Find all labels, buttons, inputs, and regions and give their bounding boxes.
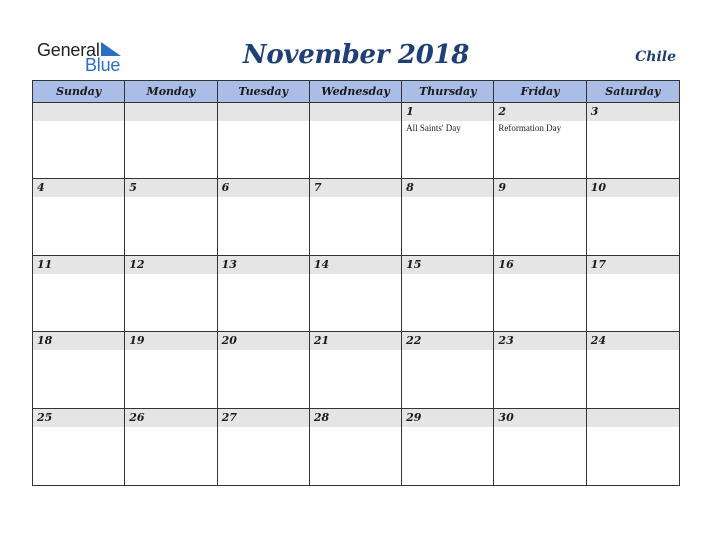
day-cell [125, 332, 217, 408]
weekday-header-tuesday: Tuesday [218, 81, 310, 103]
day-number: 4 [37, 181, 45, 195]
day-cell-header-band [402, 103, 493, 121]
day-number: 10 [590, 181, 607, 195]
weekday-header-saturday: Saturday [587, 81, 679, 103]
day-cell [218, 103, 310, 179]
day-cell [218, 179, 310, 255]
day-cell-header-band [494, 103, 585, 121]
day-cell-header-band [125, 103, 216, 121]
day-cell [33, 179, 125, 255]
day-cell [125, 256, 217, 332]
day-cell [587, 409, 679, 485]
day-number: 26 [129, 410, 145, 424]
day-number: 11 [37, 257, 53, 271]
day-number: 22 [406, 334, 422, 348]
weekday-header-monday: Monday [125, 81, 217, 103]
weekday-header-friday: Friday [494, 81, 586, 103]
day-number: 5 [129, 181, 137, 195]
day-cell [310, 179, 402, 255]
day-cell [218, 409, 310, 485]
day-cell [494, 103, 586, 179]
day-number: 28 [313, 410, 330, 424]
day-cell-header-band [218, 103, 309, 121]
day-cell [402, 256, 494, 332]
logo-word-blue: Blue [85, 55, 121, 75]
day-number: 29 [406, 410, 422, 424]
day-number: 15 [406, 257, 422, 271]
day-cell [33, 256, 125, 332]
day-cell [33, 409, 125, 485]
day-number: 23 [498, 334, 514, 348]
day-cell [310, 103, 402, 179]
generalblue-logo [37, 40, 127, 74]
day-cell [402, 409, 494, 485]
day-number: 1 [406, 105, 414, 118]
day-cell [587, 103, 679, 179]
day-cell [494, 332, 586, 408]
weekday-header-thursday: Thursday [402, 81, 494, 103]
day-number: 25 [37, 410, 53, 424]
logo-word-general: General [37, 40, 100, 60]
day-number: 2 [498, 105, 507, 118]
day-cell-header-band [494, 179, 585, 197]
day-cell [310, 332, 402, 408]
day-cell [125, 103, 217, 179]
day-cell-header-band [33, 179, 124, 197]
calendar-grid [32, 80, 680, 486]
day-cell-header-band [310, 179, 401, 197]
day-cell [33, 332, 125, 408]
day-number: 12 [129, 257, 145, 271]
day-cell [402, 103, 494, 179]
day-cell [587, 256, 679, 332]
calendar-title: November 2018 [242, 40, 470, 70]
day-cell-header-band [125, 179, 216, 197]
day-cell [494, 179, 586, 255]
day-cell [587, 179, 679, 255]
day-number: 16 [498, 257, 514, 271]
day-cell [125, 179, 217, 255]
holiday-label: Reformation Day [498, 123, 562, 133]
day-cell [218, 332, 310, 408]
day-number: 6 [221, 181, 230, 195]
weekday-header-wednesday: Wednesday [310, 81, 402, 103]
day-number: 19 [129, 334, 145, 348]
day-cell-header-band [33, 103, 124, 121]
day-cell-header-band [310, 103, 401, 121]
day-number: 24 [590, 334, 607, 348]
day-cell [310, 409, 402, 485]
day-number: 13 [221, 257, 237, 271]
day-number: 3 [590, 105, 599, 118]
day-number: 9 [498, 181, 507, 195]
day-number: 20 [221, 334, 237, 348]
day-cell [494, 409, 586, 485]
day-cell [587, 332, 679, 408]
day-cell-header-band [587, 409, 679, 427]
day-number: 27 [221, 410, 237, 424]
day-cell [402, 179, 494, 255]
day-cell-header-band [402, 179, 493, 197]
logo-triangle-icon [99, 42, 121, 56]
day-cell-header-band [587, 103, 679, 121]
holiday-label: All Saints' Day [406, 123, 461, 133]
day-number: 14 [313, 257, 330, 271]
day-number: 21 [313, 334, 330, 348]
day-cell [125, 409, 217, 485]
weekday-header-sunday: Sunday [33, 81, 125, 103]
day-cell-header-band [218, 179, 309, 197]
day-number: 7 [313, 181, 322, 195]
day-cell [494, 256, 586, 332]
country-label: Chile [635, 49, 676, 65]
day-number: 18 [37, 334, 53, 348]
day-cell [33, 103, 125, 179]
day-number: 30 [498, 410, 514, 424]
day-cell [218, 256, 310, 332]
day-number: 17 [590, 257, 607, 271]
day-cell [310, 256, 402, 332]
day-number: 8 [406, 181, 414, 195]
day-cell [402, 332, 494, 408]
